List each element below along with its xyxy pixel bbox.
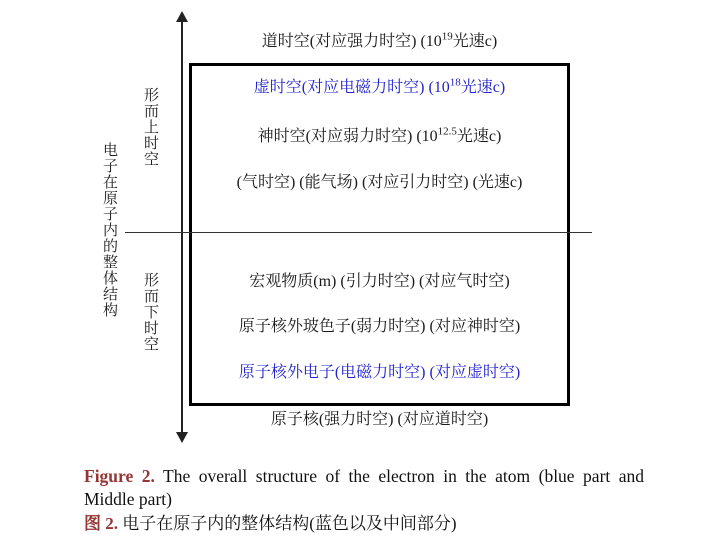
- figure-caption-english: [84, 465, 644, 511]
- row-superscript: 18: [449, 76, 461, 89]
- row-text: 宏观物质(m) (引力时空) (对应气时空): [249, 273, 510, 290]
- diagram-row-atomic-nucleus: [189, 410, 570, 430]
- figure-number-label: Figure 2.: [84, 465, 155, 486]
- vertical-axis-arrow-line: [181, 20, 183, 434]
- diagram-row-macroscopic-matter: [189, 272, 570, 292]
- metaphysical-physical-divider-line: [125, 232, 592, 233]
- diagram-row-dao-spacetime: [189, 32, 570, 52]
- diagram-row-virtual-spacetime: [189, 78, 570, 98]
- row-superscript: 19: [441, 30, 453, 43]
- row-text: (气时空) (能气场) (对应引力时空) (光速c): [236, 174, 523, 191]
- diagram-row-qi-spacetime: [189, 173, 570, 193]
- diagram-row-shen-spacetime: [189, 127, 570, 147]
- row-text-tail: 光速c): [460, 79, 506, 96]
- diagram-row-electrons-outside-nucleus: [189, 363, 570, 383]
- row-text: 原子核外玻色子(弱力时空) (对应神时空): [238, 318, 521, 335]
- diagram-row-bosons-outside-nucleus: [189, 317, 570, 337]
- left-axis-label: 电子在原子内的整体结构: [101, 142, 117, 318]
- main-structure-box: [189, 63, 570, 406]
- arrow-up-icon: [176, 11, 188, 22]
- row-text: 道时空(对应强力时空) (10: [261, 33, 442, 50]
- figure-caption-text: The overall structure of the electron in the atom (blue part and Middle part): [84, 465, 644, 509]
- row-text-tail: 光速c): [452, 33, 498, 50]
- upper-region-label: 形而上时空: [142, 87, 158, 167]
- row-text: 原子核外电子(电磁力时空) (对应虚时空): [238, 364, 521, 381]
- row-text: 虚时空(对应电磁力时空) (10: [253, 79, 450, 96]
- figure-caption-chinese: [84, 513, 684, 535]
- row-superscript: 12.5: [437, 125, 457, 138]
- row-text: 原子核(强力时空) (对应道时空): [270, 411, 489, 428]
- lower-region-label: 形而下时空: [142, 272, 158, 352]
- row-text-tail: 光速c): [456, 128, 502, 145]
- figure-caption-text-zh: 电子在原子内的整体结构(蓝色以及中间部分): [122, 514, 457, 533]
- figure-number-label-zh: 图 2.: [84, 514, 118, 533]
- arrow-down-icon: [176, 432, 188, 443]
- row-text: 神时空(对应弱力时空) (10: [257, 128, 438, 145]
